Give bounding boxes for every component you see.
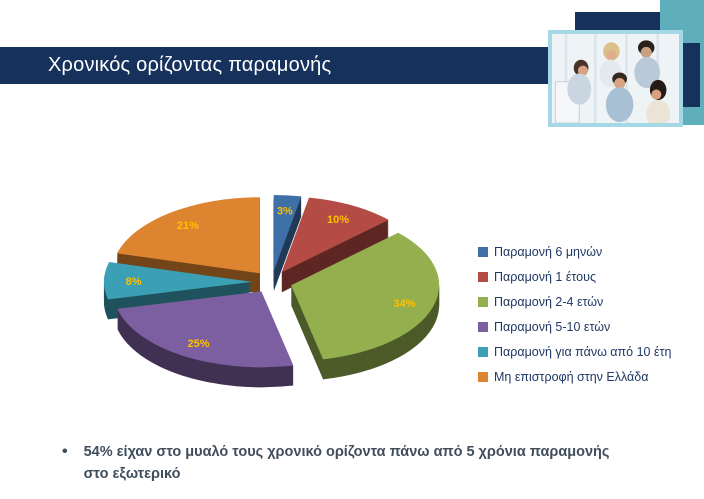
team-photo-illustration bbox=[552, 34, 679, 123]
legend-label: Παραμονή 1 έτους bbox=[494, 269, 596, 284]
team-photo bbox=[548, 30, 683, 127]
pie-value-label: 8% bbox=[125, 275, 142, 288]
pie-value-label: 34% bbox=[393, 297, 416, 310]
legend-item bbox=[478, 289, 671, 314]
legend-label: Παραμονή 6 μηνών bbox=[494, 244, 603, 259]
bullet-marker: • bbox=[62, 443, 68, 460]
legend-label: Μη επιστροφή στην Ελλάδα bbox=[494, 369, 649, 384]
legend-item bbox=[478, 364, 671, 389]
legend-item bbox=[478, 314, 671, 339]
chart-legend bbox=[478, 239, 671, 389]
decor-navy-bar bbox=[683, 43, 700, 107]
pie-value-label: 10% bbox=[327, 213, 350, 226]
legend-label: Παραμονή 2-4 ετών bbox=[494, 294, 604, 309]
bullet-text: 54% είχαν στο μυαλό τους χρονικό ορίζοντα πάνω από 5 χρόνια παραμονής στο εξωτερικό bbox=[83, 444, 610, 482]
legend-label: Παραμονή για πάνω από 10 έτη bbox=[494, 344, 672, 359]
legend-color-swatch bbox=[478, 297, 488, 307]
legend-item bbox=[478, 239, 671, 264]
bullet-point bbox=[62, 441, 637, 485]
slide-title: Χρονικός ορίζοντας παραμονής bbox=[48, 54, 332, 76]
legend-color-swatch bbox=[478, 347, 488, 357]
legend-color-swatch bbox=[478, 372, 488, 382]
pie-value-label: 21% bbox=[176, 219, 199, 232]
pie-value-label: 3% bbox=[276, 205, 293, 218]
legend-color-swatch bbox=[478, 272, 488, 282]
legend-color-swatch bbox=[478, 247, 488, 257]
legend-item bbox=[478, 264, 671, 289]
pie-value-label: 25% bbox=[187, 337, 210, 350]
legend-label: Παραμονή 5-10 ετών bbox=[494, 319, 611, 334]
legend-color-swatch bbox=[478, 322, 488, 332]
legend-item bbox=[478, 339, 671, 364]
